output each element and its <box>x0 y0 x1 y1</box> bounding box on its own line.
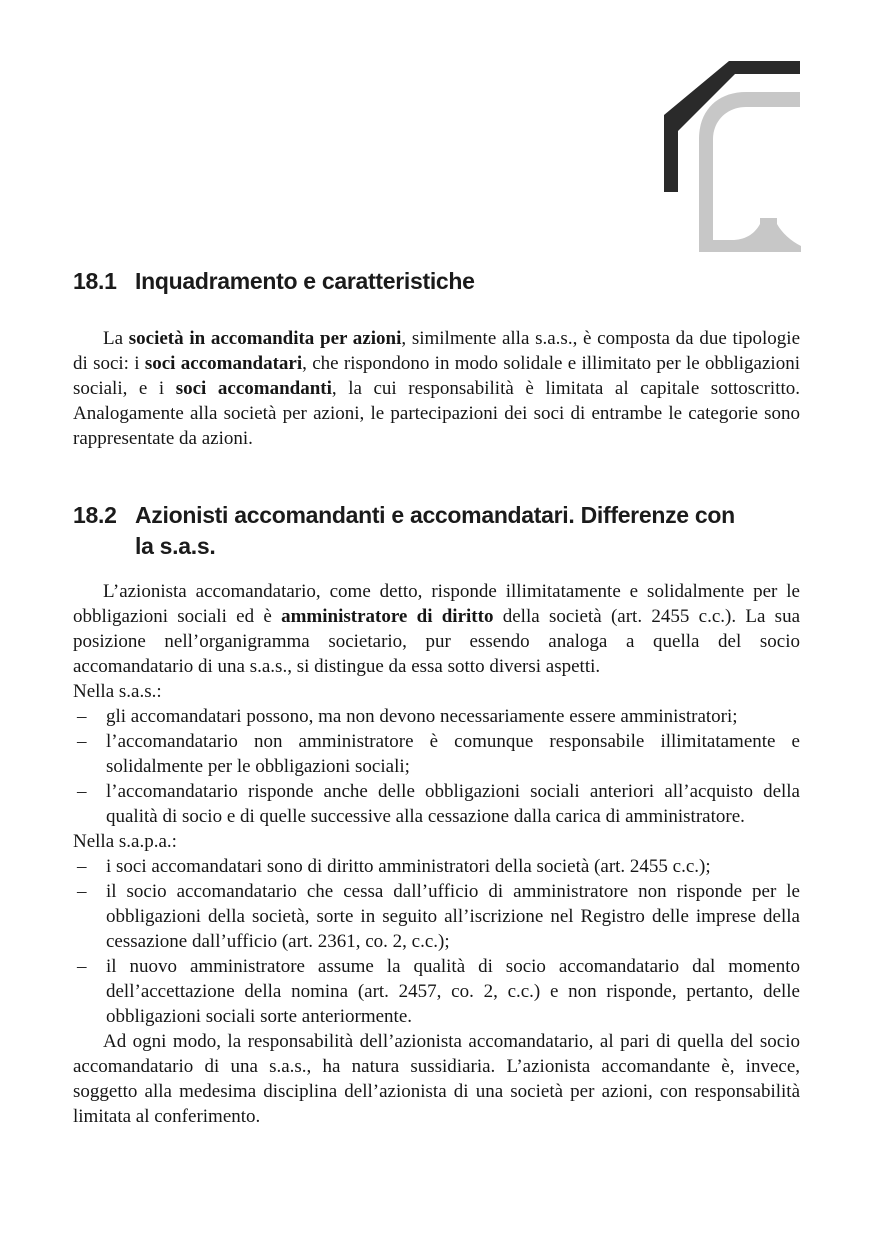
dash-marker: – <box>77 881 87 902</box>
section-title <box>135 500 800 562</box>
paragraph <box>73 1029 800 1129</box>
list-item <box>73 879 800 954</box>
list-item <box>73 954 800 1029</box>
section-18.1 <box>73 266 800 451</box>
list-item-text: l’accomandatario risponde anche delle obbligazioni sociali anteriori all’acquisto della qualità di socio e di quelle successive alla cessazione dalla carica di amministratore. <box>106 781 800 827</box>
paragraph <box>73 326 800 451</box>
list-item <box>73 729 800 779</box>
list-item-text: l’accomandatario non amministratore è comunque responsabile illimitatamente e solidalmente per le obbligazioni sociali; <box>106 731 800 777</box>
dash-marker: – <box>77 781 87 802</box>
text-run: , la cui responsabilità è limitata al capitale sottoscritto. Analogamente alla società per azioni, le partecipazioni dei soci di entrambe le categorie sono rappresentate da azioni. <box>73 378 801 449</box>
dash-marker: – <box>77 956 87 977</box>
bold-text-run: amministratore di diritto <box>281 606 494 627</box>
list-item-text: il nuovo amministratore assume la qualità di socio accomandatario dal momento dell’accettazione della nomina (art. 2457, co. 2, c.c.) e non risponde, pertanto, delle obbligazioni sociali sorte anteriormente. <box>106 956 800 1027</box>
text-run: , similmente alla s.a.s., è composta da due tipologie di soci: i <box>73 328 801 374</box>
section-heading-18.2 <box>73 500 800 562</box>
section-title-line: la s.a.s. <box>135 533 216 559</box>
section-number: 18.1 <box>73 268 117 294</box>
text-run: La <box>103 328 129 349</box>
list-intro-label: Nella s.a.p.a.: <box>73 831 177 852</box>
list-item <box>73 854 800 879</box>
list-item <box>73 704 800 729</box>
text-run: Ad ogni modo, la responsabilità dell’azionista accomandatario, al pari di quella del socio accomandatario di una s.a.s., ha natura sussidiaria. L’azionista accomandante è, invece, soggetto alla medesima disciplina dell’azionista di una società per azioni, con responsabilità limitata al conferimento. <box>73 1031 800 1127</box>
dash-list <box>73 704 800 829</box>
list-item-text: i soci accomandatari sono di diritto amministratori della società (art. 2455 c.c.); <box>106 856 711 877</box>
section-18.2 <box>73 500 800 1129</box>
list-item-text: gli accomandatari possono, ma non devono necessariamente essere amministratori; <box>106 706 738 727</box>
dash-marker: – <box>77 706 87 727</box>
section-title-line: Inquadramento e caratteristiche <box>135 268 475 294</box>
section-number: 18.2 <box>73 502 117 528</box>
list-intro-label: Nella s.a.s.: <box>73 681 162 702</box>
dash-marker: – <box>77 731 87 752</box>
dash-list <box>73 854 800 1029</box>
list-item <box>73 779 800 829</box>
section-title-line: Azionisti accomandanti e accomandatari. Differenze con <box>135 502 735 528</box>
section-title <box>135 266 800 297</box>
text-run: della società (art. 2455 c.c.). La sua posizione nell’organigramma societario, pur essendo analoga a quella del socio accomandatario di una s.a.s., si distingue da essa sotto diversi aspetti. <box>73 606 801 677</box>
bold-text-run: soci accomandatari <box>144 353 303 374</box>
text-run: , che rispondono in modo solidale e illimitato per le obbligazioni sociali, e i <box>73 353 800 399</box>
text-run: L’azionista accomandatario, come detto, risponde illimitatamente e solidalmente per le obbligazioni sociali ed è <box>73 581 800 627</box>
section-heading-18.1 <box>73 266 800 297</box>
paragraph <box>73 579 800 679</box>
bold-text-run: società in accomandita per azioni <box>128 328 402 349</box>
bold-text-run: soci accomandanti <box>175 378 332 399</box>
list-item-text: il socio accomandatario che cessa dall’ufficio di amministratore non risponde per le obbligazioni della società, sorte in seguito all’iscrizione nel Registro delle imprese della cessazione dall’ufficio (art. 2361, co. 2, c.c.); <box>106 881 800 952</box>
dash-marker: – <box>77 856 87 877</box>
text-column <box>73 0 800 1129</box>
